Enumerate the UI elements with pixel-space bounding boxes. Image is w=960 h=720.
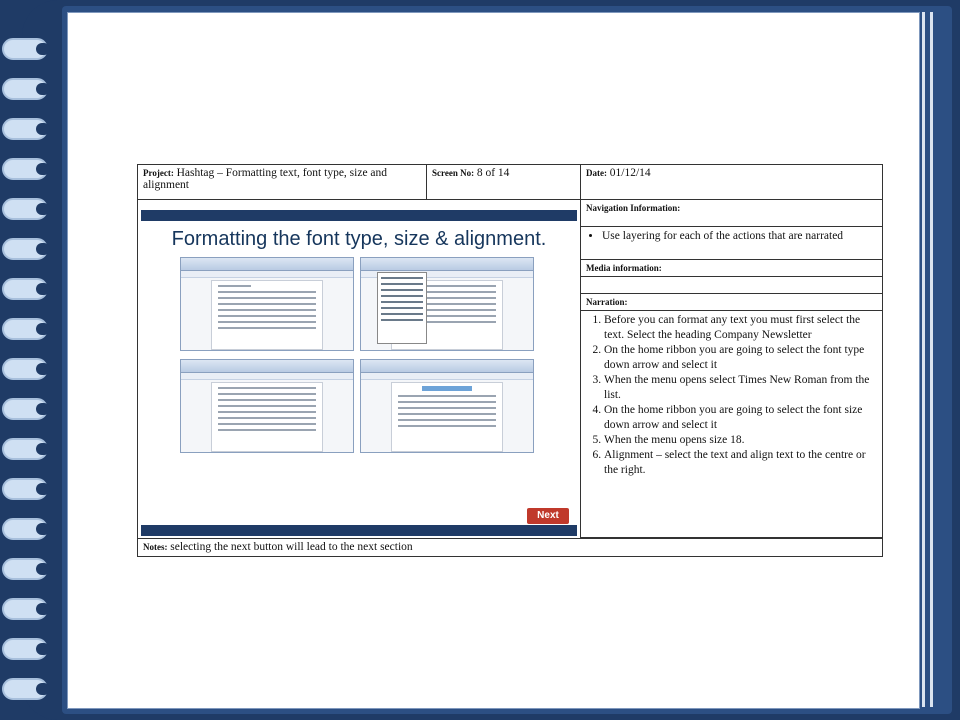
date-cell [581,165,883,200]
word-screenshot-select-heading [180,257,354,351]
media-label: Media information: [586,263,662,273]
date-value: 01/12/14 [609,167,651,179]
narration-step: 4. On the home ribbon you are going to select the font size down arrow and select it [604,403,877,433]
navigation-label-cell [581,200,883,227]
narration-steps-cell [581,311,883,538]
narration-step: 5. When the menu opens size 18. [604,433,877,448]
slide-preview [138,200,581,539]
binder-ring [2,558,48,580]
navigation-list [586,229,877,244]
word-screenshot-size-menu [180,359,354,453]
narration-step: 1. Before you can format any text you must first select the text. Select the heading Company Newsletter [604,313,877,343]
slide-bottom-bar [141,525,577,536]
notes-value: selecting the next button will lead to the next section [170,541,413,553]
nav-label-row [138,200,883,227]
binder-ring [2,358,48,380]
notes-cell [138,539,883,557]
project-value: Hashtag – Formatting text, font type, size and alignment [143,167,388,191]
project-cell [138,165,427,200]
binder-ring [2,118,48,140]
narration-step: 3. When the menu opens select Times New Roman from the list. [604,373,877,403]
page-edge-strip [922,12,925,707]
binder-ring [2,198,48,220]
font-dropdown-menu [377,272,427,344]
page-edge-strip [930,12,933,707]
navigation-label: Navigation Information: [586,203,681,213]
binder-ring [2,238,48,260]
binder-ring [2,158,48,180]
binder-ring [2,638,48,660]
word-screenshot-aligned-heading [360,359,534,453]
notes-row [138,539,883,557]
navigation-items-cell [581,227,883,260]
binder-ring [2,518,48,540]
binder-ring [2,278,48,300]
narration-label-cell [581,294,883,311]
binder-ring [2,78,48,100]
navigation-item: • Use layering for each of the actions that are narrated [602,229,877,244]
screenshot-grid [180,257,576,453]
notes-label: Notes: [143,542,168,552]
project-label: Project: [143,168,174,178]
narration-list [586,313,877,478]
date-label: Date: [586,168,607,178]
media-value-cell [581,277,883,294]
next-button[interactable]: Next [527,508,569,524]
binder-ring [2,478,48,500]
binder-ring [2,318,48,340]
storyboard-table [137,164,883,557]
screen-label: Screen No: [432,168,475,178]
narration-label: Narration: [586,297,628,307]
slide-title: Formatting the font type, size & alignment. [171,228,547,250]
narration-step: 6. Alignment – select the text and align text to the centre or the right. [604,448,877,478]
binder-ring [2,398,48,420]
binder-ring [2,38,48,60]
media-label-cell [581,260,883,277]
binder-ring [2,598,48,620]
word-screenshot-font-menu [360,257,534,351]
binder-ring [2,678,48,700]
screen-value: 8 of 14 [476,167,510,179]
narration-step: 2. On the home ribbon you are going to select the font type down arrow and select it [604,343,877,373]
header-row [138,165,883,200]
binder-ring [2,438,48,460]
screen-cell [427,165,581,200]
slide-top-bar [141,210,577,221]
